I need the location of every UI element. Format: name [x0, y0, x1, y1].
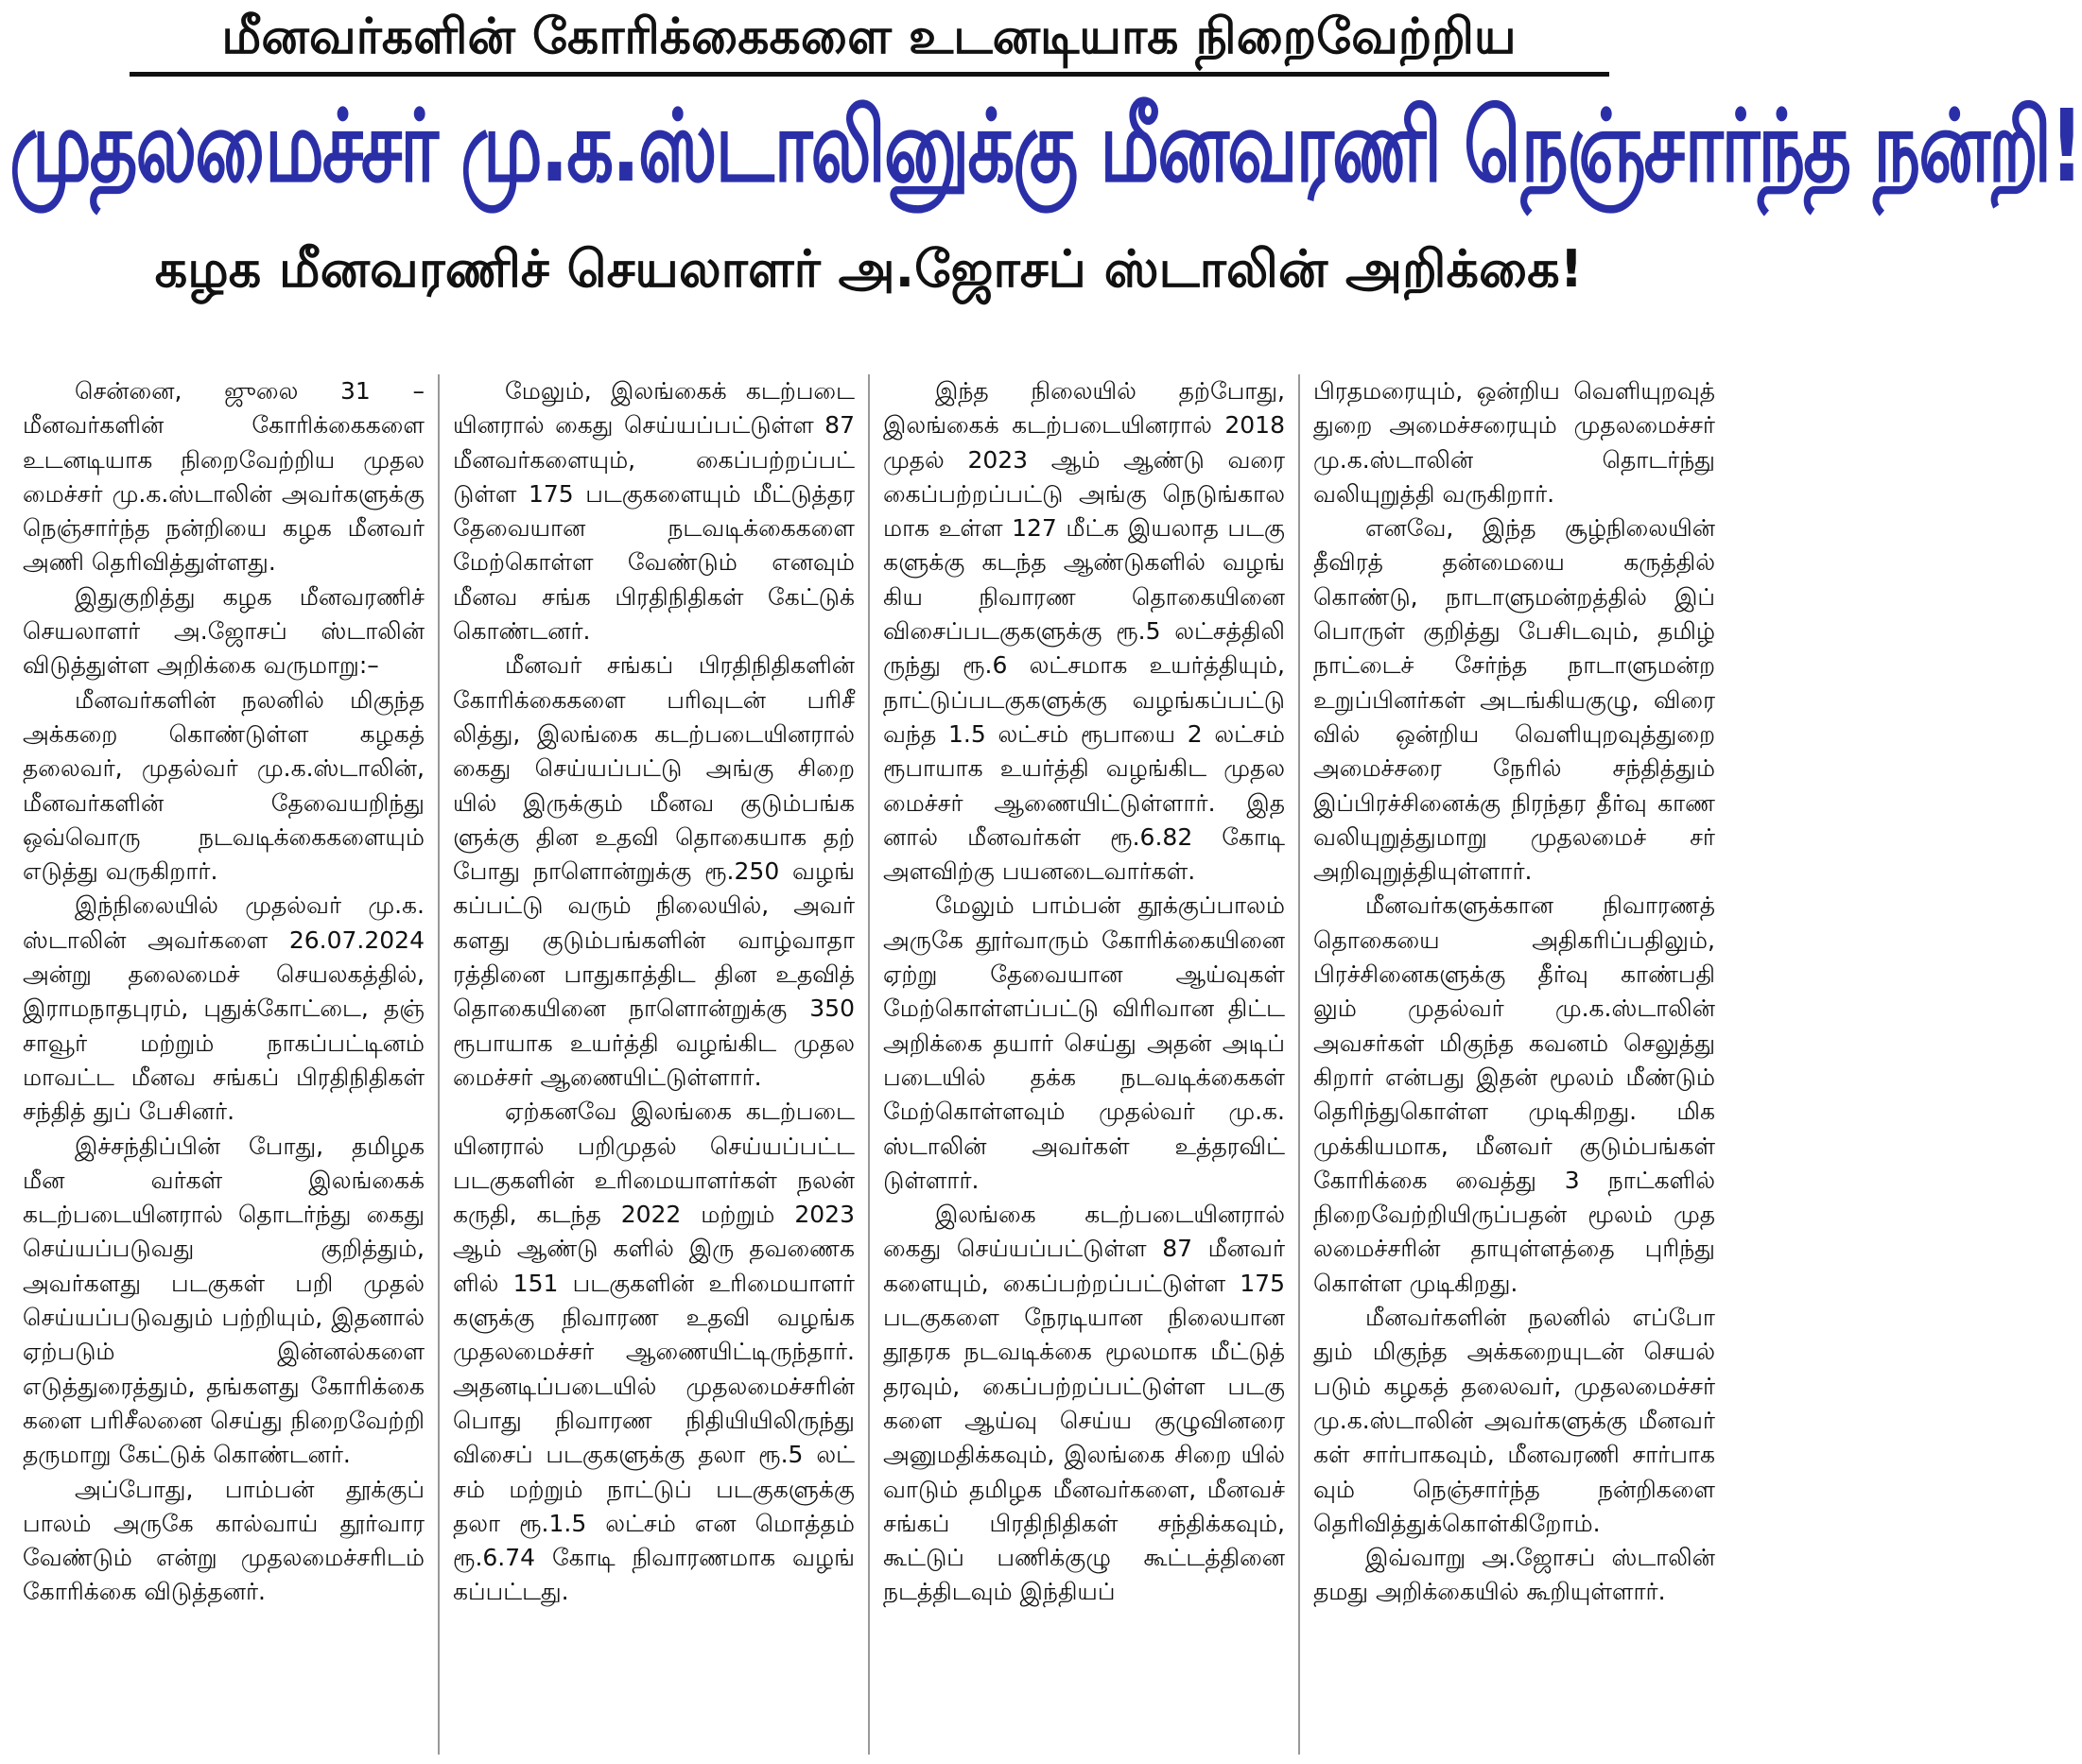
paragraph: சென்னை, ஜுலை 31 – மீனவர்களின் கோரிக்கைகளை உடனடியாக நிறைவேற்றிய முதல மைச்சர் மு.க.ஸ்டாலின் அவர்களுக்கு நெஞ்சார்ந்த நன்றியை கழக மீனவர் அணி தெரிவித்துள்ளது. [23, 377, 425, 577]
article-column-2 [438, 374, 868, 1755]
paragraph: மீனவர்களுக்கான நிவாரணத் தொகையை அதிகரிப்பதிலும், பிரச்சினைகளுக்கு தீர்வு காண்பதி லும் முதல்வர் மு.க.ஸ்டாலின் அவசர்கள் மிகுந்த கவனம் செலுத்து கிறார் என்பது இதன் மூலம் மீண்டும் தெரிந்துகொள்ள முடிகிறது. மிக முக்கியமாக, மீனவர் குடும்பங்கள் கோரிக்கை வைத்து 3 நாட்களில் நிறைவேற்றியிருப்பதன் மூலம் முத லமைச்சரின் தாயுள்ளத்தை புரிந்து கொள்ள முடிகிறது. [1313, 891, 1715, 1297]
paragraph: மேலும், இலங்கைக் கடற்படை யினரால் கைது செய்யப்பட்டுள்ள 87 மீனவர்களையும், கைப்பற்றப்பட் டுள்ள 175 படகுகளையும் மீட்டுத்தர தேவையான நடவடிக்கைகளை மேற்கொள்ள வேண்டும் எனவும் மீனவ சங்க பிரதிநிதிகள் கேட்டுக் கொண்டனர். [453, 377, 855, 646]
paragraph: ஏற்கனவே இலங்கை கடற்படை யினரால் பறிமுதல் செய்யப்பட்ட படகுகளின் உரிமையாளர்கள் நலன் கருதி, கடந்த 2022 மற்றும் 2023 ஆம் ஆண்டு களில் இரு தவணைக ளில் 151 படகுகளின் உரிமையாளர் களுக்கு நிவாரண உதவி வழங்க முதலமைச்சர் ஆணையிட்டிருந்தார். அதனடிப்படையில் முதலமைச்சரின் பொது நிவாரண நிதியியிலிருந்து விசைப் படகுகளுக்கு தலா ரூ.5 லட் சம் மற்றும் நாட்டுப் படகுகளுக்கு தலா ரூ.1.5 லட்சம் என மொத்தம் ரூ.6.74 கோடி நிவாரணமாக வழங் கப்பட்டது. [453, 1098, 855, 1606]
paragraph: மீனவர் சங்கப் பிரதிநிதிகளின் கோரிக்கைகளை பரிவுடன் பரிசீ லித்து, இலங்கை கடற்படையினரால் கைது செய்யப்பட்டு அங்கு சிறை யில் இருக்கும் மீனவ குடும்பங்க ளுக்கு தின உதவி தொகையாக தற் போது நாளொன்றுக்கு ரூ.250 வழங் கப்பட்டு வரும் நிலையில், அவர் களது குடும்பங்களின் வாழ்வாதா ரத்தினை பாதுகாத்திட தின உதவித் தொகையினை நாளொன்றுக்கு 350 ரூபாயாக உயர்த்தி வழங்கிட முதல மைச்சர் ஆணையிட்டுள்ளார். [453, 651, 855, 1091]
paragraph: பிரதமரையும், ஒன்றிய வெளியுறவுத் துறை அமைச்சரையும் முதலமைச்சர் மு.க.ஸ்டாலின் தொடர்ந்து வலியுறுத்தி வருகிறார். [1313, 377, 1715, 508]
article-column-4 [1298, 374, 1728, 1755]
paragraph: மேலும் பாம்பன் தூக்குப்பாலம் அருகே தூர்வாரும் கோரிக்கையினை ஏற்று தேவையான ஆய்வுகள் மேற்கொள்ளப்பட்டு விரிவான திட்ட அறிக்கை தயார் செய்து அதன் அடிப் படையில் தக்க நடவடிக்கைகள் மேற்கொள்ளவும் முதல்வர் மு.க. ஸ்டாலின் அவர்கள் உத்தரவிட் டுள்ளார். [883, 891, 1285, 1194]
newspaper-article [0, 4, 2082, 1764]
paragraph: இச்சந்திப்பின் போது, தமிழக மீன வர்கள் இலங்கைக் கடற்படையினரால் தொடர்ந்து கைது செய்யப்படுவது குறித்தும், அவர்களது படகுகள் பறி முதல் செய்யப்படுவதும் பற்றியும், இதனால் ஏற்படும் இன்னல்களை எடுத்துரைத்தும், தங்களது கோரிக்கை களை பரிசீலனை செய்து நிறைவேற்றி தருமாறு கேட்டுக் கொண்டனர். [23, 1132, 425, 1469]
article-column-1 [9, 374, 438, 1755]
article-columns [9, 374, 1728, 1755]
paragraph: இதுகுறித்து கழக மீனவரணிச் செயலாளர் அ.ஜோசப் ஸ்டாலின் விடுத்துள்ள அறிக்கை வருமாறு:– [23, 582, 425, 680]
headline: முதலமைச்சர் மு.க.ஸ்டாலினுக்கு மீனவரணி நெஞ்சார்ந்த நன்றி! [9, 90, 2082, 205]
paragraph: இந்த நிலையில் தற்போது, இலங்கைக் கடற்படையினரால் 2018 முதல் 2023 ஆம் ஆண்டு வரை கைப்பற்றப்பட்டு அங்கு நெடுங்கால மாக உள்ள 127 மீட்க இயலாத படகு களுக்கு கடந்த ஆண்டுகளில் வழங் கிய நிவாரண தொகையினை விசைப்படகுகளுக்கு ரூ.5 லட்சத்திலி ருந்து ரூ.6 லட்சமாக உயர்த்தியும், நாட்டுப்படகுகளுக்கு வழங்கப்பட்டு வந்த 1.5 லட்சம் ரூபாயை 2 லட்சம் ரூபாயாக உயர்த்தி வழங்கிட முதல மைச்சர் ஆணையிட்டுள்ளார். இத னால் மீனவர்கள் ரூ.6.82 கோடி அளவிற்கு பயனடைவார்கள். [883, 377, 1285, 886]
paragraph: இலங்கை கடற்படையினரால் கைது செய்யப்பட்டுள்ள 87 மீனவர் களையும், கைப்பற்றப்பட்டுள்ள 175 படகுகளை நேரடியான நிலையான தூதரக நடவடிக்கை மூலமாக மீட்டுத் தரவும், கைப்பற்றப்பட்டுள்ள படகு களை ஆய்வு செய்ய குழுவினரை அனுமதிக்கவும், இலங்கை சிறை யில் வாடும் தமிழக மீனவர்களை, மீனவச் சங்கப் பிரதிநிதிகள் சந்திக்கவும், கூட்டுப் பணிக்குழு கூட்டத்தினை நடத்திடவும் இந்தியப் [883, 1201, 1285, 1606]
paragraph: அப்போது, பாம்பன் தூக்குப் பாலம் அருகே கால்வாய் தூர்வார வேண்டும் என்று முதலமைச்சரிடம் கோரிக்கை விடுத்தனர். [23, 1475, 425, 1606]
paragraph: இவ்வாறு அ.ஜோசப் ஸ்டாலின் தமது அறிக்கையில் கூறியுள்ளார். [1313, 1544, 1715, 1606]
article-column-3 [868, 374, 1298, 1755]
paragraph: இந்நிலையில் முதல்வர் மு.க. ஸ்டாலின் அவர்களை 26.07.2024 அன்று தலைமைச் செயலகத்தில், இராமநாதபுரம், புதுக்கோட்டை, தஞ் சாவூர் மற்றும் நாகப்பட்டினம் மாவட்ட மீனவ சங்கப் பிரதிநிதிகள் சந்தித் துப் பேசினர். [23, 891, 425, 1126]
paragraph: மீனவர்களின் நலனில் மிகுந்த அக்கறை கொண்டுள்ள கழகத் தலைவர், முதல்வர் மு.க.ஸ்டாலின், மீனவர்களின் தேவையறிந்து ஒவ்வொரு நடவடிக்கைகளையும் எடுத்து வருகிறார். [23, 685, 425, 886]
subheadline: கழக மீனவரணிச் செயலாளர் அ.ஜோசப் ஸ்டாலின் அறிக்கை! [154, 239, 1584, 299]
paragraph: மீனவர்களின் நலனில் எப்போ தும் மிகுந்த அக்கறையுடன் செயல் படும் கழகத் தலைவர், முதலமைச்சர் மு.க.ஸ்டாலின் அவர்களுக்கு மீனவர் கள் சார்பாகவும், மீனவரணி சார்பாக வும் நெஞ்சார்ந்த நன்றிகளை தெரிவித்துக்கொள்கிறோம். [1313, 1304, 1715, 1537]
kicker-line: மீனவர்களின் கோரிக்கைகளை உடனடியாக நிறைவேற்றிய [221, 9, 1517, 65]
paragraph: எனவே, இந்த சூழ்நிலையின் தீவிரத் தன்மையை கருத்தில் கொண்டு, நாடாளுமன்றத்தில் இப் பொருள் குறித்து பேசிடவும், தமிழ் நாட்டைச் சேர்ந்த நாடாளுமன்ற உறுப்பினர்கள் அடங்கியகுழு, விரை வில் ஒன்றிய வெளியுறவுத்துறை அமைச்சரை நேரில் சந்தித்தும் இப்பிரச்சினைக்கு நிரந்தர தீர்வு காண வலியுறுத்துமாறு முதலமைச் சர் அறிவுறுத்தியுள்ளார். [1313, 514, 1715, 886]
